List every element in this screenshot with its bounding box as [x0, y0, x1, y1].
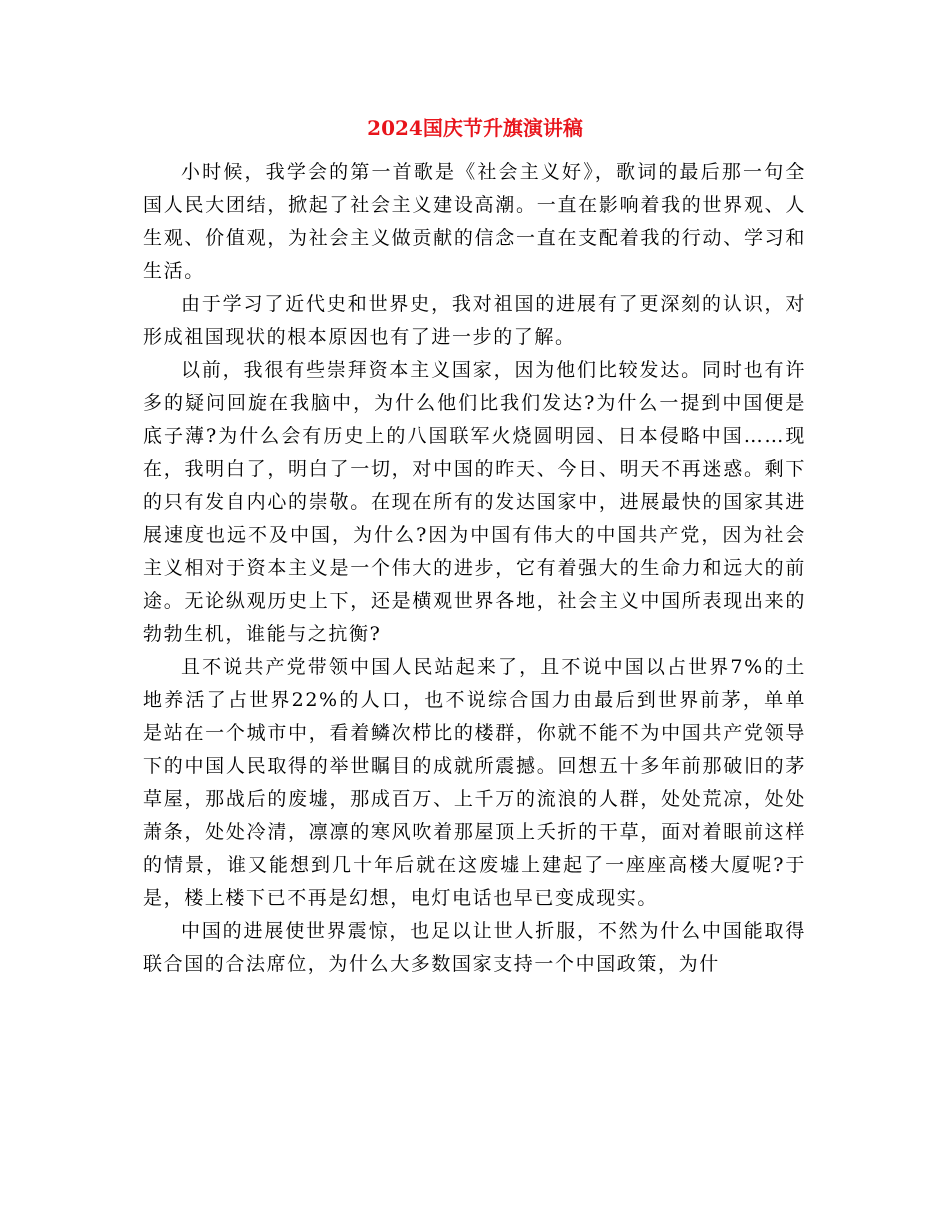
paragraph-2: 由于学习了近代史和世界史，我对祖国的进展有了更深刻的认识，对形成祖国现状的根本原因也有了进一步的了解。 — [143, 293, 806, 348]
document-body — [143, 156, 806, 981]
paragraph-5: 中国的进展使世界震惊，也足以让世人折服，不然为什么中国能取得联合国的合法席位，为什么大多数国家支持一个中国政策，为什 — [143, 920, 806, 975]
paragraph-4: 且不说共产党带领中国人民站起来了，且不说中国以占世界7%的土地养活了占世界22%的人口，也不说综合国力由最后到世界前茅，单单是站在一个城市中，看着鳞次栉比的楼群，你就不能不为中国共产党领导下的中国人民取得的举世瞩目的成就所震撼。回想五十多年前那破旧的茅草屋，那战后的废墟，那成百万、上千万的流浪的人群，处处荒凉，处处萧条，处处冷清，凛凛的寒风吹着那屋顶上夭折的干草，面对着眼前这样的情景，谁又能想到几十年后就在这废墟上建起了一座座高楼大厦呢?于是，楼上楼下已不再是幻想，电灯电话也早已变成现实。 — [143, 656, 806, 909]
document-title: 2024国庆节升旗演讲稿 — [367, 116, 583, 140]
paragraph-3: 以前，我很有些崇拜资本主义国家，因为他们比较发达。同时也有许多的疑问回旋在我脑中，为什么他们比我们发达?为什么一提到中国便是底子薄?为什么会有历史上的八国联军火烧圆明园、日本侵略中国……现在，我明白了，明白了一切，对中国的昨天、今日、明天不再迷惑。剩下的只有发自内心的崇敬。在现在所有的发达国家中，进展最快的国家其进展速度也远不及中国，为什么?因为中国有伟大的中国共产党，因为社会主义相对于资本主义是一个伟大的进步，它有着强大的生命力和远大的前途。无论纵观历史上下，还是横观世界各地，社会主义中国所表现出来的勃勃生机，谁能与之抗衡? — [143, 359, 806, 645]
paragraph-1: 小时候，我学会的第一首歌是《社会主义好》，歌词的最后那一句全国人民大团结，掀起了社会主义建设高潮。一直在影响着我的世界观、人生观、价值观，为社会主义做贡献的信念一直在支配着我的行动、学习和生活。 — [143, 161, 806, 282]
